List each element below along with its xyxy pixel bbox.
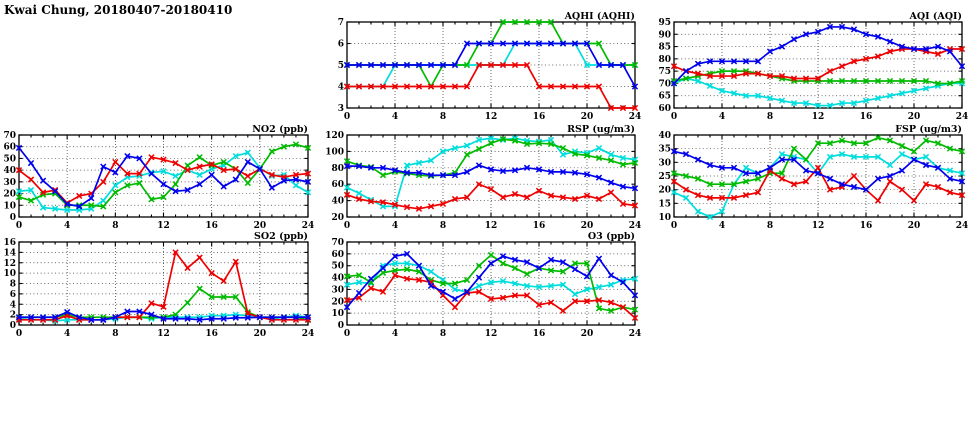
y-axis-tick-label: 12 <box>3 258 16 269</box>
x-axis-tick-label: 20 <box>580 221 594 231</box>
chart-title: FSP (ug/m3) <box>895 124 962 135</box>
x-axis-tick-label: 8 <box>112 221 119 231</box>
x-axis-tick-label: 8 <box>439 221 447 231</box>
x-axis-tick-label: 24 <box>628 112 642 122</box>
x-axis-tick-label: 0 <box>343 329 351 339</box>
x-axis-tick-label: 8 <box>766 221 774 231</box>
x-axis-tick-label: 4 <box>718 112 726 122</box>
y-axis-tick-label: 5 <box>337 61 344 71</box>
chart-rsp <box>325 124 641 231</box>
x-axis-tick-label: 20 <box>907 112 921 122</box>
y-axis-tick-label: 90 <box>658 30 671 41</box>
y-axis-tick-label: 40 <box>658 131 671 141</box>
x-axis-tick-label: 12 <box>157 329 170 339</box>
x-axis-tick-label: 8 <box>439 112 447 122</box>
x-axis-tick-label: 0 <box>15 221 23 231</box>
x-axis-tick-label: 16 <box>532 112 546 122</box>
x-axis-tick-label: 8 <box>439 329 447 339</box>
y-axis-tick-label: 8 <box>9 279 16 290</box>
chart-title: SO2 (ppb) <box>254 231 308 242</box>
x-axis-tick-label: 20 <box>907 221 921 231</box>
y-axis-tick-label: 70 <box>658 79 671 90</box>
y-axis-tick-label: 20 <box>331 213 344 223</box>
y-axis-tick-label: 4 <box>337 82 344 93</box>
x-axis-tick-label: 4 <box>391 221 399 231</box>
chart-no2 <box>3 124 314 231</box>
chart-aqi <box>658 11 968 122</box>
series-marker-cores-red <box>18 251 310 321</box>
y-axis-tick-label: 60 <box>3 142 16 153</box>
y-axis-tick-label: 20 <box>3 189 16 200</box>
y-axis-tick-label: 6 <box>9 289 16 300</box>
y-axis-tick-label: 30 <box>331 285 344 296</box>
x-axis-tick-label: 16 <box>859 112 873 122</box>
y-axis-tick-label: 40 <box>331 196 344 207</box>
y-axis-tick-label: 10 <box>3 201 16 212</box>
x-axis-tick-label: 4 <box>391 112 399 122</box>
y-axis-tick-label: 3 <box>337 104 344 114</box>
y-axis-tick-label: 60 <box>331 180 344 191</box>
x-axis-tick-label: 0 <box>670 221 678 231</box>
chart-aqhi <box>338 11 642 122</box>
y-axis-tick-label: 25 <box>658 172 671 182</box>
chart-title: NO2 (ppb) <box>252 124 308 135</box>
y-axis-tick-label: 50 <box>331 261 344 272</box>
x-axis-tick-label: 16 <box>859 221 873 231</box>
x-axis-tick-label: 20 <box>253 221 267 231</box>
y-axis-tick-label: 60 <box>331 249 344 260</box>
y-axis-tick-label: 80 <box>331 163 344 174</box>
y-axis-tick-label: 4 <box>9 300 16 311</box>
y-axis-tick-label: 15 <box>658 199 671 210</box>
chart-title: O3 (ppb) <box>587 231 635 242</box>
x-axis-tick-label: 0 <box>670 112 678 122</box>
x-axis-tick-label: 16 <box>205 329 218 339</box>
x-axis-tick-label: 24 <box>301 329 315 339</box>
x-axis-tick-label: 16 <box>532 329 546 339</box>
y-axis-tick-label: 10 <box>331 309 344 320</box>
y-axis-tick-label: 30 <box>658 158 671 169</box>
y-axis-tick-label: 2 <box>9 310 16 321</box>
x-axis-tick-label: 16 <box>205 221 218 231</box>
x-axis-tick-label: 16 <box>532 221 546 231</box>
x-axis-tick-label: 4 <box>64 329 71 339</box>
y-axis-tick-label: 0 <box>9 321 16 331</box>
series-markers-blue <box>671 149 964 192</box>
y-axis-tick-label: 35 <box>658 144 671 155</box>
x-axis-tick-label: 20 <box>253 329 267 339</box>
y-axis-tick-label: 75 <box>658 67 671 78</box>
x-axis-tick-label: 12 <box>484 221 498 231</box>
y-axis-tick-label: 120 <box>325 131 344 141</box>
y-axis-tick-label: 95 <box>658 18 671 28</box>
y-axis-tick-label: 30 <box>3 177 16 188</box>
chart-o3 <box>331 231 641 339</box>
y-axis-tick-label: 100 <box>325 147 344 158</box>
y-axis-tick-label: 70 <box>331 238 344 248</box>
x-axis-tick-label: 4 <box>64 221 71 231</box>
y-axis-tick-label: 60 <box>658 104 671 114</box>
x-axis-tick-label: 12 <box>157 221 170 231</box>
x-axis-tick-label: 12 <box>811 221 825 231</box>
x-axis-tick-label: 20 <box>580 329 594 339</box>
x-axis-tick-label: 24 <box>628 329 642 339</box>
x-axis-tick-label: 20 <box>580 112 594 122</box>
x-axis-tick-label: 4 <box>718 221 726 231</box>
y-axis-tick-label: 20 <box>331 297 344 308</box>
x-axis-tick-label: 24 <box>301 221 315 231</box>
chart-fsp <box>658 124 968 231</box>
y-axis-tick-label: 10 <box>658 213 671 223</box>
y-axis-tick-label: 50 <box>3 154 16 165</box>
chart-title: AQHI (AQHI) <box>564 11 635 22</box>
y-axis-tick-label: 65 <box>658 91 671 102</box>
y-axis-tick-label: 40 <box>3 166 16 177</box>
y-axis-tick-label: 85 <box>658 42 671 53</box>
y-axis-tick-label: 7 <box>337 18 344 28</box>
x-axis-tick-label: 4 <box>391 329 399 339</box>
y-axis-tick-label: 6 <box>337 39 344 50</box>
series-marker-cores-green <box>673 136 964 185</box>
y-axis-tick-label: 0 <box>9 213 16 223</box>
chart-title: RSP (ug/m3) <box>567 124 635 135</box>
x-axis-tick-label: 0 <box>15 329 23 339</box>
series-line-red <box>674 49 962 78</box>
x-axis-tick-label: 12 <box>484 329 498 339</box>
y-axis-tick-label: 20 <box>658 185 671 196</box>
chart-so2 <box>3 231 314 339</box>
y-axis-tick-label: 10 <box>3 269 16 280</box>
y-axis-tick-label: 14 <box>3 248 16 259</box>
y-axis-tick-label: 16 <box>3 238 16 248</box>
x-axis-tick-label: 8 <box>112 329 119 339</box>
x-axis-tick-label: 8 <box>766 112 774 122</box>
y-axis-tick-label: 80 <box>658 54 671 65</box>
x-axis-tick-label: 24 <box>955 112 969 122</box>
y-axis-tick-label: 0 <box>337 321 344 331</box>
y-axis-tick-label: 40 <box>331 273 344 284</box>
x-axis-tick-label: 12 <box>811 112 825 122</box>
x-axis-tick-label: 24 <box>628 221 642 231</box>
x-axis-tick-label: 24 <box>955 221 969 231</box>
page-title: Kwai Chung, 20180407-20180410 <box>4 3 233 17</box>
x-axis-tick-label: 12 <box>484 112 498 122</box>
y-axis-tick-label: 70 <box>3 131 16 141</box>
x-axis-tick-label: 0 <box>343 112 351 122</box>
chart-title: AQI (AQI) <box>909 11 962 22</box>
x-axis-tick-label: 0 <box>343 221 351 231</box>
